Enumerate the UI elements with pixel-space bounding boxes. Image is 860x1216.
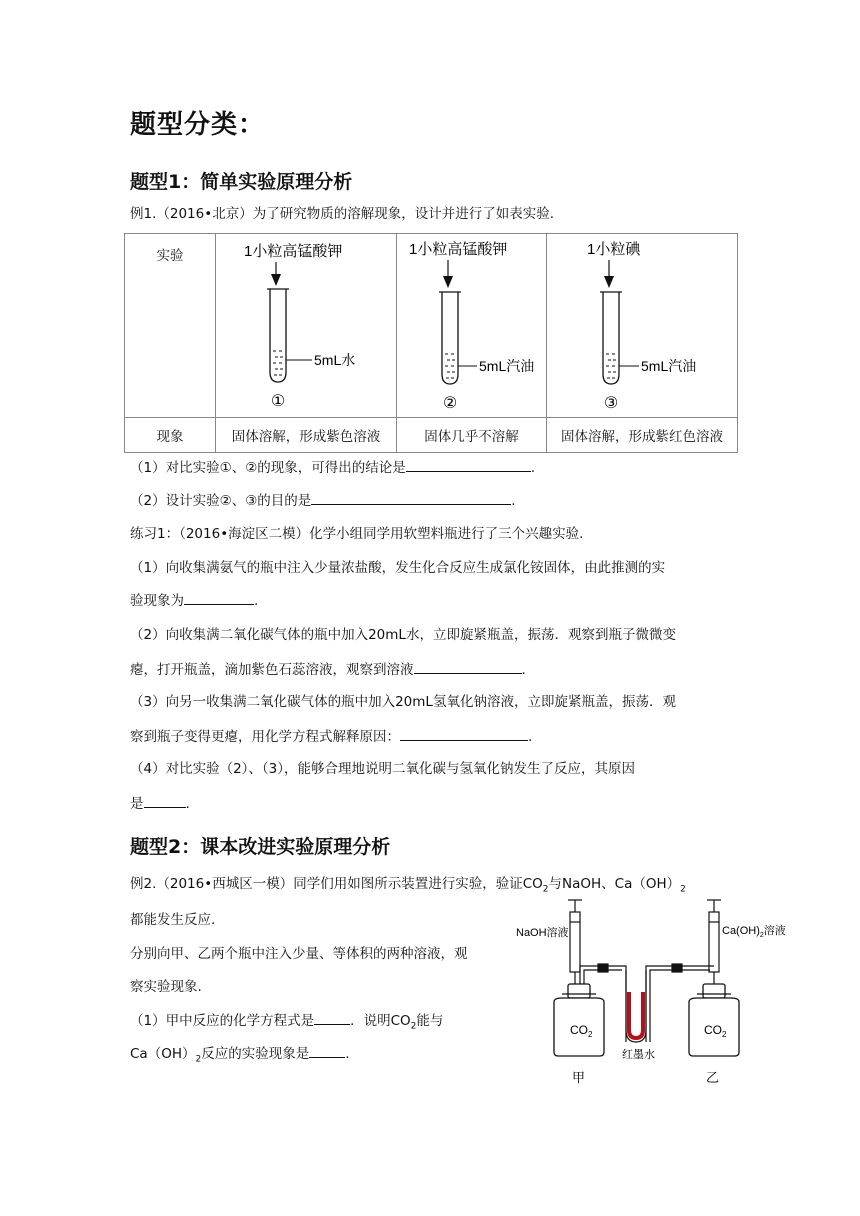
row-label-phenomenon: 现象 — [125, 418, 216, 453]
answer-blank[interactable] — [314, 1010, 350, 1025]
left-bottle — [554, 984, 604, 1056]
practice-1-q4-line1: （4）对比实验（2）、（3），能够合理地说明二氧化碳与氢氧化钠发生了反应，其原因 — [130, 761, 636, 777]
practice-1-q3-line2: 察到瓶子变得更瘪，用化学方程式解释原因： . — [130, 726, 532, 747]
solute-label-2: 1小粒高锰酸钾 — [409, 241, 508, 258]
solvent-label-1: 5mL水 — [314, 352, 356, 368]
example-2-line3: 分别向甲、乙两个瓶中注入少量、等体积的两种溶液，观 — [130, 946, 468, 962]
example-2-line4: 察实验现象. — [130, 979, 202, 995]
experiment-table — [124, 233, 738, 453]
left-bottle-gas: $CO_2$ — [570, 1023, 593, 1039]
solute-label-1: 1小粒高锰酸钾 — [244, 243, 343, 260]
phenomenon-1: 固体溶解，形成紫色溶液 — [216, 418, 397, 453]
practice-1-intro: 练习1：（2016•海淀区二模）化学小组同学用软塑料瓶进行了三个兴趣实验. — [130, 526, 584, 542]
right-bottle — [689, 984, 739, 1056]
row-label-experiment: 实验 — [125, 234, 216, 418]
practice-1-q4-line2: 是 . — [130, 793, 190, 814]
solvent-label-2: 5mL汽油 — [479, 358, 535, 374]
answer-blank[interactable] — [184, 590, 254, 605]
experiment-cell-2 — [397, 234, 547, 418]
example-2-q1-line1: （1）甲中反应的化学方程式是 ．说明$CO_2$能与 — [130, 1010, 443, 1037]
practice-1-q3-line1: （3）向另一收集满二氧化碳气体的瓶中加入20mL氢氧化钠溶液，立即旋紧瓶盖，振荡．观 — [130, 694, 676, 710]
practice-1-q2-line1: （2）向收集满二氧化碳气体的瓶中加入20mL水，立即旋紧瓶盖，振荡．观察到瓶子微微变 — [130, 627, 676, 643]
test-tube-figure-2 — [397, 234, 546, 413]
right-bottle-gas: $CO_2$ — [704, 1023, 727, 1039]
right-bottle-name: 乙 — [706, 1071, 720, 1086]
question-1-1: （1）对比实验①、②的现象，可得出的结论是 . — [130, 457, 535, 478]
phenomenon-2: 固体几乎不溶解 — [397, 418, 547, 453]
section-heading-2: 题型2：课本改进实验原理分析 — [130, 836, 391, 858]
experiment-cell-1 — [216, 234, 397, 418]
answer-blank[interactable] — [400, 726, 528, 741]
answer-blank[interactable] — [406, 457, 531, 472]
example-2-line2: 都能发生反应. — [130, 912, 216, 928]
test-tube-figure-1 — [216, 234, 396, 413]
red-ink — [629, 992, 643, 1038]
u-tube-label: 红墨水 — [622, 1049, 655, 1061]
phenomenon-3: 固体溶解，形成紫红色溶液 — [547, 418, 738, 453]
answer-blank[interactable] — [414, 659, 522, 674]
answer-blank[interactable] — [311, 490, 511, 505]
experiment-number-3: ③ — [603, 393, 619, 412]
example-2-line1: 例2.（2016•西城区一模）同学们用如图所示装置进行实验，验证$CO_2$与NaOH、$Ca(OH)_2$ — [130, 876, 686, 895]
example-2-q1-line2: $Ca(OH)_2$反应的实验现象是 . — [130, 1043, 350, 1070]
right-syringe-label: $Ca(OH)_2$溶液 — [722, 925, 786, 939]
example-1-intro: 例1.（2016•北京）为了研究物质的溶解现象，设计并进行了如表实验. — [130, 206, 554, 222]
experiment-number-1: ① — [270, 391, 286, 410]
left-syringe-label: NaOH溶液 — [516, 927, 569, 939]
experiment-cell-3 — [547, 234, 738, 418]
answer-blank[interactable] — [144, 793, 186, 808]
question-1-2: （2）设计实验②、③的目的是 . — [130, 490, 516, 511]
test-tube-figure-3 — [547, 234, 737, 413]
solute-label-3: 1小粒碘 — [587, 241, 641, 258]
practice-1-q1-line1: （1）向收集满氨气的瓶中注入少量浓盐酸，发生化合反应生成氯化铵固体，由此推测的实 — [130, 560, 666, 576]
answer-blank[interactable] — [309, 1043, 345, 1058]
experiment-number-2: ② — [442, 393, 458, 412]
practice-1-q1-line2: 验现象为 . — [130, 590, 258, 611]
section-heading-1: 题型1：简单实验原理分析 — [130, 171, 353, 193]
solvent-label-3: 5mL汽油 — [641, 358, 697, 374]
practice-1-q2-line2: 瘪，打开瓶盖，滴加紫色石蕊溶液，观察到溶液 . — [130, 659, 526, 680]
left-bottle-name: 甲 — [572, 1071, 586, 1086]
page-title: 题型分类： — [130, 110, 266, 140]
apparatus-figure — [514, 892, 786, 1092]
